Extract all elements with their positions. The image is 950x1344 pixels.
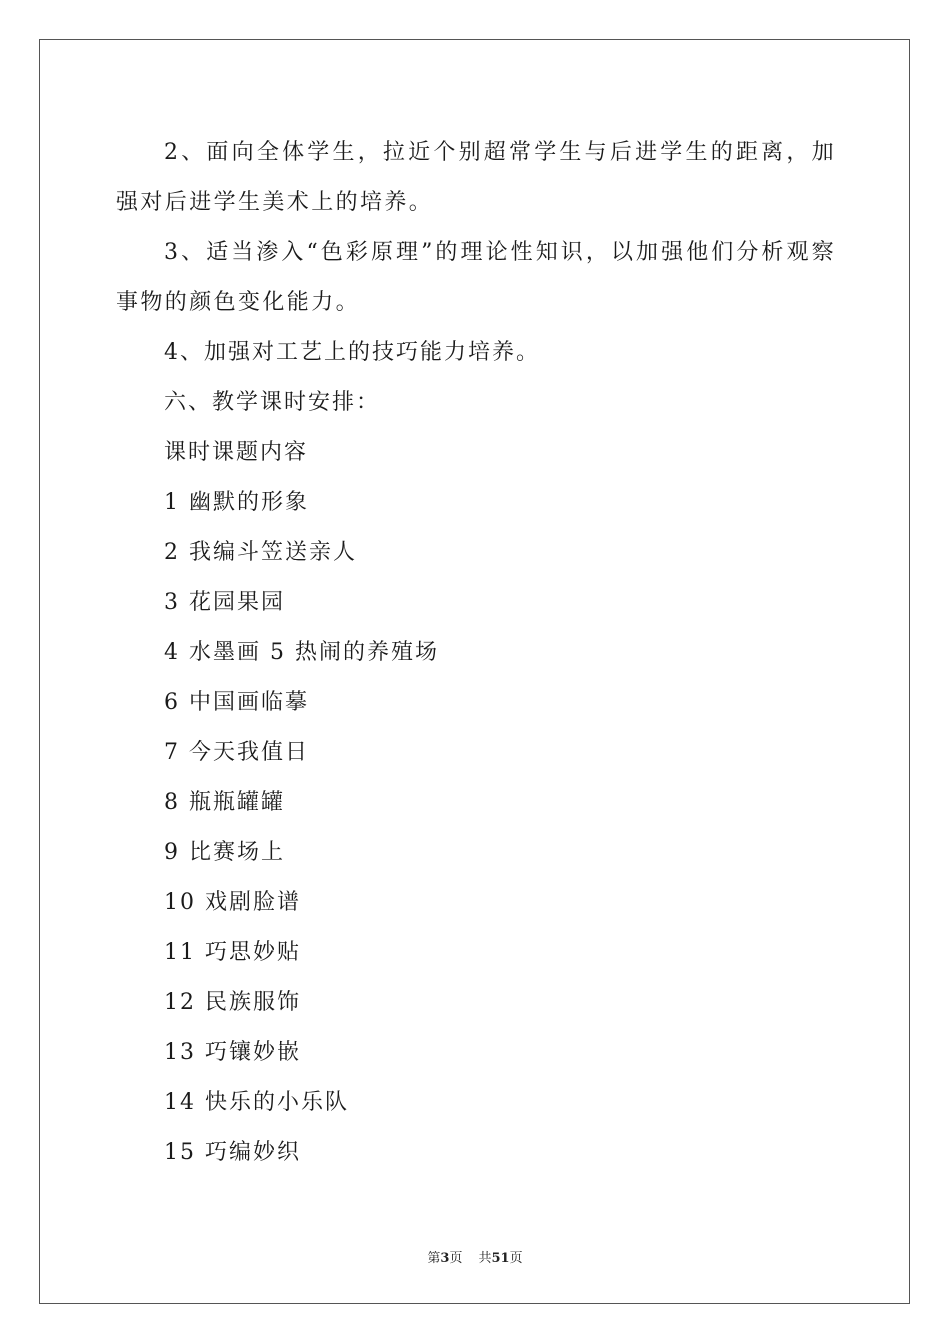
lesson-item: 10 戏剧脸谱 — [164, 890, 301, 915]
lesson-item: 4 水墨画 5 热闹的养殖场 — [164, 640, 439, 665]
lesson-item: 14 快乐的小乐队 — [164, 1090, 349, 1115]
page-footer — [0, 1247, 950, 1266]
lesson-item: 9 比赛场上 — [164, 840, 285, 865]
lesson-item: 11 巧思妙贴 — [164, 940, 301, 965]
footer-total-prefix: 共 — [478, 1251, 492, 1266]
footer-page-number: 3 — [440, 1251, 450, 1266]
paragraph-item-4: 4、加强对工艺上的技巧能力培养。 — [164, 340, 540, 365]
lesson-item: 13 巧镶妙嵌 — [164, 1040, 301, 1065]
section-heading-schedule: 六、教学课时安排： — [164, 390, 381, 415]
paragraph-item-3: 3、适当渗入“色彩原理”的理论性知识，以加强他们分析观察事物的颜色变化能力。 — [116, 240, 836, 315]
footer-page-suffix: 页 — [449, 1251, 463, 1266]
footer-total-suffix: 页 — [509, 1251, 523, 1266]
schedule-header: 课时课题内容 — [164, 440, 309, 465]
lesson-item: 6 中国画临摹 — [164, 690, 309, 715]
lesson-item: 12 民族服饰 — [164, 990, 301, 1015]
footer-total-pages: 51 — [491, 1251, 510, 1266]
lesson-item: 2 我编斗笠送亲人 — [164, 540, 357, 565]
lesson-item: 7 今天我值日 — [164, 740, 309, 765]
lesson-item: 8 瓶瓶罐罐 — [164, 790, 285, 815]
lesson-item: 3 花园果园 — [164, 590, 285, 615]
paragraph-item-2: 2、面向全体学生，拉近个别超常学生与后进学生的距离，加强对后进学生美术上的培养。 — [116, 140, 836, 215]
lesson-item: 15 巧编妙织 — [164, 1140, 301, 1165]
footer-page-prefix: 第 — [427, 1251, 441, 1266]
document-body — [116, 128, 836, 1178]
lesson-item: 1 幽默的形象 — [164, 490, 309, 515]
